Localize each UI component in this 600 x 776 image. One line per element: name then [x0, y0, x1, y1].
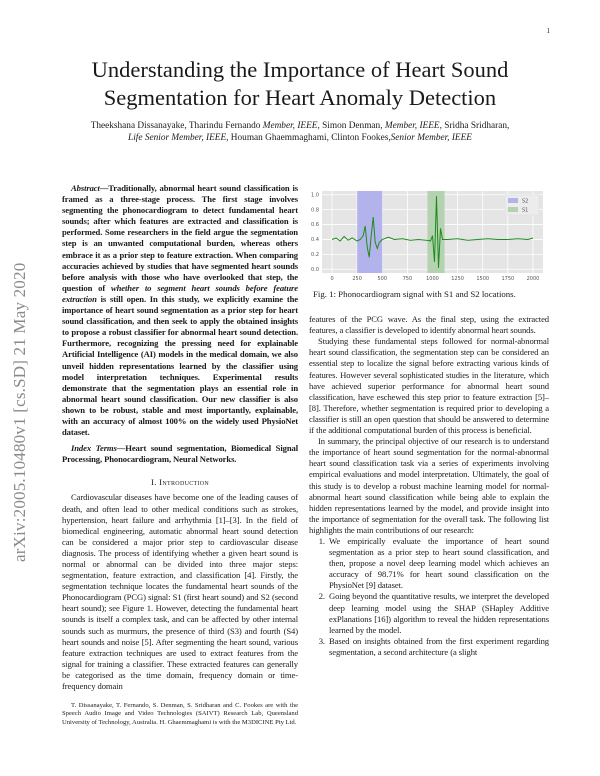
x-tick-label: 750	[402, 276, 413, 282]
author-text: , Houman Ghaemmaghami, Clinton Fookes,	[226, 133, 391, 143]
abstract	[62, 183, 298, 465]
author-affil: Member, IEEE	[262, 121, 318, 131]
region-s2	[357, 191, 382, 273]
y-tick-label: 0.0	[311, 266, 319, 273]
footnote	[62, 702, 298, 727]
list-item: 1. We empirically evaluate the importance of heart sound segmentation as a prior step to heart sound classification, and then, propose a novel deep learning model which achieves an accuracy of 98.71% for heart sound classification on the PhysioNet [9] dataset.	[327, 536, 549, 591]
pcg-chart	[305, 183, 555, 283]
y-tick-label: 0.2	[311, 252, 319, 259]
body-paragraph: In summary, the principal objective of our research is to understand the importance of heart sound segmentation for the normal-abnormal heart sound classification task via a series of experiments involving empirical evaluations and model interpretation. Ultimately, the goal of this study is to develop a robust machine learning model for normal-abnormal heart sound classification while being able to explain the hidden representations learned by the model, and provide insight into the importance of segmentation for the overall task. The following list highlights the main contributions of our research:	[309, 436, 549, 535]
index-terms-label: Index Terms	[71, 443, 117, 454]
section-heading: I. Introduction	[150, 477, 210, 488]
legend-swatch-s1	[508, 207, 518, 212]
authors-line-1	[40, 120, 560, 132]
legend-swatch-s2	[508, 198, 518, 203]
abstract-text: is still open. In this study, we explicitly examine the importance of heart sound segmentation as a prior step for heart sound classification, and then seek to apply the obtained insights to propose a robust classifier for abnormal heart sound detection. Furthermore, recognizing the pressing need for explainable Artificial Intelligence (AI) models in the medical domain, we also unveil hidden representations learned by the classifier using model interpretation techniques. Experimental results demonstrate that the segmentation plays an essential role in abnormal heart sound classification. Our new classifier is also shown to be robust, stable and most importantly, explainable, with an accuracy of almost 100% on the widely used PhysioNet dataset.	[62, 293, 298, 438]
legend-label-s2: S2	[522, 198, 529, 205]
abstract-text: —Traditionally, abnormal heart sound classification is framed as a three-stage process. The first stage involves segmenting the phonocardiogram to detect fundamental heart sounds; after which features are extracted and classification is performed. Some researchers in the field argue the segmentation step is an unwanted computational burden, whereas others embrace it as a prior step to feature extraction. When comparing accuracies achieved by studies that have segmented heart sounds before analysis with those who have overlooked that step, the question of	[62, 183, 298, 293]
x-tick-label: 1000	[426, 276, 439, 282]
paper-title: Understanding the Importance of Heart Sound Segmentation for Heart Anomaly Detection	[91, 57, 509, 110]
legend-label-s1: S1	[522, 207, 529, 214]
x-tick-label: 1500	[476, 276, 490, 282]
index-terms-text: —Heart sound segmentation, Biomedical Signal Processing, Phonocardiogram, Neural Networks.	[62, 443, 298, 465]
y-tick-label: 0.8	[311, 207, 319, 214]
abstract-emphasis: whether to segment heart sounds before feature extraction	[62, 282, 298, 304]
x-tick-label: 1750	[501, 276, 515, 282]
x-tick-label: 0	[330, 276, 334, 282]
author-affil: Senior Member, IEEE	[390, 133, 472, 143]
abstract-label: Abstract	[71, 183, 100, 193]
arxiv-stamp: arXiv:2005.10480v1 [cs.SD] 21 May 2020	[10, 262, 29, 562]
author-affil: Member, IEEE	[384, 121, 440, 131]
body-paragraph: features of the PCG wave. As the final step, using the extracted features, a classifier is developed to identify abnormal heart sounds.	[309, 314, 549, 336]
y-tick-label: 0.6	[311, 222, 319, 229]
x-tick-label: 500	[377, 276, 388, 282]
figure-caption: Fig. 1: Phonocardiogram signal with S1 and S2 locations.	[313, 289, 516, 299]
author-list	[40, 120, 560, 144]
x-tick-label: 1250	[451, 276, 464, 282]
page-number: 1	[546, 27, 550, 35]
author-affil: Life Senior Member, IEEE	[128, 133, 227, 143]
author-text: Theekshana Dissanayake, Tharindu Fernando	[90, 121, 263, 131]
contributions-list	[309, 536, 549, 658]
legend	[505, 195, 539, 215]
left-column	[62, 183, 298, 727]
intro-paragraph: Cardiovascular diseases have become one of the leading causes of death, and often lead to other medical conditions such as strokes, hypertension, heart failure and arrhythmia [1]–[3]. In the field of biomedical engineering, automatic abnormal heart sound detection can be considered a major prior step to cardiovascular disease diagnosis. The process of identifying whether a given heart sound is normal or abnormal can be divided into three major steps: segmentation, feature extraction, and classification [4]. Firstly, the segmentation technique locates the fundamental heart sounds of the Phonocardiogram (PCG) signal: S1 (first heart sound) and S2 (second heart sound); see Figure 1. However, detecting the fundamental heart sounds is itself a complex task, and can be affected by other internal sounds such as murmurs, the presence of third (S3) and fourth (S4) heart sounds and noise [5]. After segmenting the heart sound, various feature extraction techniques are used to extract features from the signal for training a classifier. These extracted features can generally be categorised as the time domain, frequency domain or time-frequency domain	[62, 492, 298, 692]
author-text: , Sridha Sridharan,	[439, 121, 510, 131]
list-item: 3. Based on insights obtained from the first experiment regarding segmentation, a second architecture (a slight	[327, 636, 549, 658]
right-column-text	[309, 289, 549, 658]
y-tick-label: 0.4	[311, 237, 319, 244]
author-text: , Simon Denman,	[317, 121, 385, 131]
authors-line-2	[40, 132, 560, 144]
list-item: 2. Going beyond the quantitative results, we interpret the developed deep learning model using the SHAP (SHapley Additive exPlanations [16]) algorithm to reveal the hidden representations learned by the model.	[327, 591, 549, 635]
footnote-text: T. Dissanayake, T. Fernando, S. Denman, S. Sridharan and C. Fookes are with the Speech Audio Image and Video Technologies (SAIVT) Research Lab, Queensland University of Technology, Australia. H. Ghaemmaghami is with the M3DICINE Pty Ltd.	[62, 702, 298, 726]
x-tick-label: 250	[352, 276, 362, 282]
y-tick-label: 1.0	[311, 192, 319, 199]
index-terms	[62, 443, 298, 465]
x-tick-label: 2000	[526, 276, 540, 282]
body-paragraph: Studying these fundamental steps followed for normal-abnormal heart sound classification, the segmentation step can be considered an essential step to localize the signal before extracting various kinds of features. However several sophisticated studies in the literature, which have achieved superior performance for abnormal heart sound classification, have eschewed this step prior to feature extraction [5]–[8]. Therefore, whether segmentation is required prior to developing a classifier is still an open question that should be answered to determine if the additional computational burden of this process is beneficial.	[309, 336, 549, 436]
